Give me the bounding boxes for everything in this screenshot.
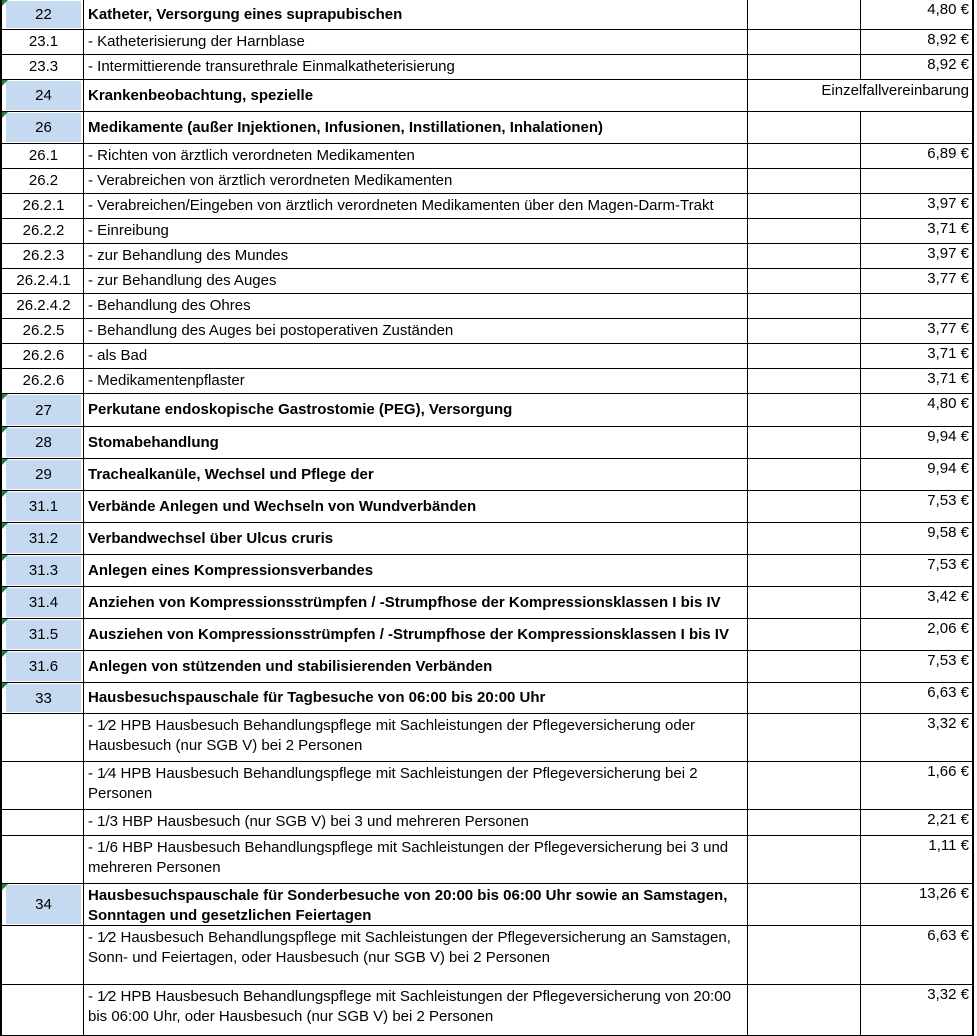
row-number: 34 [6,885,81,924]
row-price: 2,21 € [861,810,974,836]
row-price: 3,97 € [861,244,974,269]
row-number: 31.1 [6,492,81,521]
row-number: 28 [6,428,81,457]
row-number-cell [0,926,84,985]
row-number-cell [0,80,84,112]
table-row [0,619,977,651]
row-price: 4,80 € [861,0,974,30]
row-number: 31.3 [6,556,81,585]
empty-cell [748,219,861,244]
row-price: 6,89 € [861,144,974,169]
row-number-cell [0,369,84,394]
row-description: Verbandwechsel über Ulcus cruris [84,523,748,555]
row-description: - Einreibung [84,219,748,244]
table-row [0,491,977,523]
table-row [0,319,977,344]
row-description: - 1/6 HBP Hausbesuch Behandlungspflege mit Sachleistungen der Pflegeversicherung bei 3 und mehreren Personen [84,836,748,884]
row-description: - 1⁄2 Hausbesuch Behandlungspflege mit Sachleistungen der Pflegeversicherung an Samstagen, Sonn- und Feiertagen, oder Hausbesuch (nur SGB V) bei 2 Personen [84,926,748,985]
row-number-cell [0,491,84,523]
empty-cell [748,0,861,30]
empty-cell [748,30,861,55]
empty-cell [748,714,861,762]
empty-cell [748,762,861,810]
empty-cell [748,394,861,427]
row-price: 13,26 € [861,884,974,926]
empty-cell [748,985,861,1036]
row-price: 9,58 € [861,523,974,555]
row-price: 3,71 € [861,344,974,369]
row-number-cell [0,619,84,651]
row-price: 3,32 € [861,714,974,762]
row-number-cell [0,112,84,144]
empty-cell [748,294,861,319]
row-number-cell [0,30,84,55]
row-number: 26.2.4.1 [16,272,71,289]
empty-cell [748,369,861,394]
table-row [0,112,977,144]
table-row [0,926,977,985]
row-price: 9,94 € [861,459,974,491]
row-number: 26.2 [28,172,59,189]
row-description: Medikamente (außer Injektionen, Infusionen, Instillationen, Inhalationen) [84,112,748,144]
row-price [861,294,974,319]
row-number: 31.5 [6,620,81,649]
row-number: 29 [6,460,81,489]
row-description: - 1/3 HBP Hausbesuch (nur SGB V) bei 3 und mehreren Personen [84,810,748,836]
row-number-cell [0,394,84,427]
row-price: 3,77 € [861,269,974,294]
row-description: - zur Behandlung des Auges [84,269,748,294]
row-price: 3,42 € [861,587,974,619]
row-description: - Behandlung des Ohres [84,294,748,319]
row-description: Katheter, Versorgung eines suprapubischen [84,0,748,30]
empty-cell [748,651,861,683]
row-description: - 1⁄2 HPB Hausbesuch Behandlungspflege mit Sachleistungen der Pflegeversicherung von 20:00 bis 06:00 Uhr, oder Hausbesuch (nur SGB V) bei 2 Personen [84,985,748,1036]
row-number-cell [0,523,84,555]
table-row [0,985,977,1036]
row-number-cell [0,459,84,491]
row-number: 31.6 [6,652,81,681]
row-number-cell [0,683,84,714]
row-price: 1,66 € [861,762,974,810]
row-description: - 1⁄4 HPB Hausbesuch Behandlungspflege mit Sachleistungen der Pflegeversicherung bei 2 Personen [84,762,748,810]
row-number-cell [0,294,84,319]
table-row [0,394,977,427]
empty-cell [748,427,861,459]
row-number-cell [0,194,84,219]
table-row [0,169,977,194]
row-number-cell [0,0,84,30]
row-description: - Richten von ärztlich verordneten Medikamenten [84,144,748,169]
table-row [0,836,977,884]
row-price: 2,06 € [861,619,974,651]
row-number: 26.2.3 [22,247,65,264]
row-description: Ausziehen von Kompressionsstrümpfen / -Strumpfhose der Kompressionsklassen I bis IV [84,619,748,651]
row-number-cell [0,555,84,587]
table-row [0,555,977,587]
row-description: Perkutane endoskopische Gastrostomie (PEG), Versorgung [84,394,748,427]
row-description: - Verabreichen/Eingeben von ärztlich verordneten Medikamenten über den Magen-Darm-Trakt [84,194,748,219]
empty-cell [748,244,861,269]
row-price: 9,94 € [861,427,974,459]
empty-cell [748,587,861,619]
row-number: 26.2.6 [22,372,65,389]
row-number: 27 [6,395,81,425]
table-row [0,30,977,55]
empty-cell [748,344,861,369]
row-description: - zur Behandlung des Mundes [84,244,748,269]
row-price: Einzelfallvereinbarung [748,80,974,112]
row-price: 3,71 € [861,369,974,394]
row-description: Verbände Anlegen und Wechseln von Wundverbänden [84,491,748,523]
row-price: 7,53 € [861,555,974,587]
row-price: 8,92 € [861,55,974,80]
row-description: - 1⁄2 HPB Hausbesuch Behandlungspflege mit Sachleistungen der Pflegeversicherung oder Hausbesuch (nur SGB V) bei 2 Personen [84,714,748,762]
row-number: 24 [6,81,81,110]
table-row [0,810,977,836]
empty-cell [748,523,861,555]
row-number-cell [0,587,84,619]
row-price: 7,53 € [861,651,974,683]
row-number-cell [0,244,84,269]
table-row [0,55,977,80]
row-number: 31.4 [6,588,81,617]
row-description: - Katheterisierung der Harnblase [84,30,748,55]
empty-cell [748,555,861,587]
empty-cell [748,683,861,714]
row-number: 26.1 [28,147,59,164]
table-row [0,459,977,491]
row-price: 3,32 € [861,985,974,1036]
row-number-cell [0,884,84,926]
row-price: 3,97 € [861,194,974,219]
row-description: Trachealkanüle, Wechsel und Pflege der [84,459,748,491]
row-number-cell [0,714,84,762]
table-row [0,80,977,112]
row-description: Anziehen von Kompressionsstrümpfen / -Strumpfhose der Kompressionsklassen I bis IV [84,587,748,619]
row-description: - Verabreichen von ärztlich verordneten Medikamenten [84,169,748,194]
table-row [0,523,977,555]
empty-cell [748,144,861,169]
row-number: 26.2.5 [22,322,65,339]
table-row [0,294,977,319]
empty-cell [748,169,861,194]
table-row [0,344,977,369]
table-row [0,651,977,683]
row-number: 23.1 [28,33,59,50]
empty-cell [748,269,861,294]
row-number-cell [0,985,84,1036]
row-price: 6,63 € [861,683,974,714]
empty-cell [748,836,861,884]
empty-cell [748,112,861,144]
row-price: 3,77 € [861,319,974,344]
row-number-cell [0,169,84,194]
row-description: Anlegen eines Kompressionsverbandes [84,555,748,587]
row-price: 3,71 € [861,219,974,244]
table-row [0,427,977,459]
table-row [0,269,977,294]
row-number-cell [0,269,84,294]
row-price: 8,92 € [861,30,974,55]
row-number: 26.2.4.2 [16,297,71,314]
row-number: 23.3 [28,58,59,75]
empty-cell [748,194,861,219]
row-description: Stomabehandlung [84,427,748,459]
row-number-cell [0,651,84,683]
row-number: 26.2.1 [22,197,65,214]
table-row [0,884,977,926]
row-number: 22 [6,1,81,28]
table-row [0,714,977,762]
row-price [861,169,974,194]
row-description: - als Bad [84,344,748,369]
row-description: Hausbesuchspauschale für Tagbesuche von 06:00 bis 20:00 Uhr [84,683,748,714]
empty-cell [748,55,861,80]
table-row [0,683,977,714]
row-number-cell [0,144,84,169]
empty-cell [748,810,861,836]
table-row [0,0,977,30]
table-row [0,587,977,619]
row-number-cell [0,762,84,810]
row-price: 1,11 € [861,836,974,884]
row-description: Anlegen von stützenden und stabilisierenden Verbänden [84,651,748,683]
row-price [861,112,974,144]
empty-cell [748,619,861,651]
row-number-cell [0,344,84,369]
row-number-cell [0,219,84,244]
row-description: - Intermittierende transurethrale Einmalkatheterisierung [84,55,748,80]
row-number: 26 [6,113,81,142]
row-number-cell [0,427,84,459]
row-description: Krankenbeobachtung, spezielle [84,80,748,112]
row-number-cell [0,836,84,884]
row-price: 6,63 € [861,926,974,985]
row-number-cell [0,319,84,344]
row-number: 26.2.2 [22,222,65,239]
row-price: 4,80 € [861,394,974,427]
row-number-cell [0,55,84,80]
row-price: 7,53 € [861,491,974,523]
table-row [0,762,977,810]
row-number: 26.2.6 [22,347,65,364]
row-description: - Medikamentenpflaster [84,369,748,394]
row-number: 33 [6,684,81,712]
row-number: 31.2 [6,524,81,553]
table-row [0,219,977,244]
table-row [0,144,977,169]
empty-cell [748,926,861,985]
table-row [0,194,977,219]
empty-cell [748,459,861,491]
row-description: - Behandlung des Auges bei postoperativen Zuständen [84,319,748,344]
table-row [0,369,977,394]
empty-cell [748,491,861,523]
empty-cell [748,319,861,344]
row-description: Hausbesuchspauschale für Sonderbesuche von 20:00 bis 06:00 Uhr sowie an Samstagen, Sonntagen und gesetzlichen Feiertagen [84,884,748,926]
table-row [0,244,977,269]
row-number-cell [0,810,84,836]
empty-cell [748,884,861,926]
